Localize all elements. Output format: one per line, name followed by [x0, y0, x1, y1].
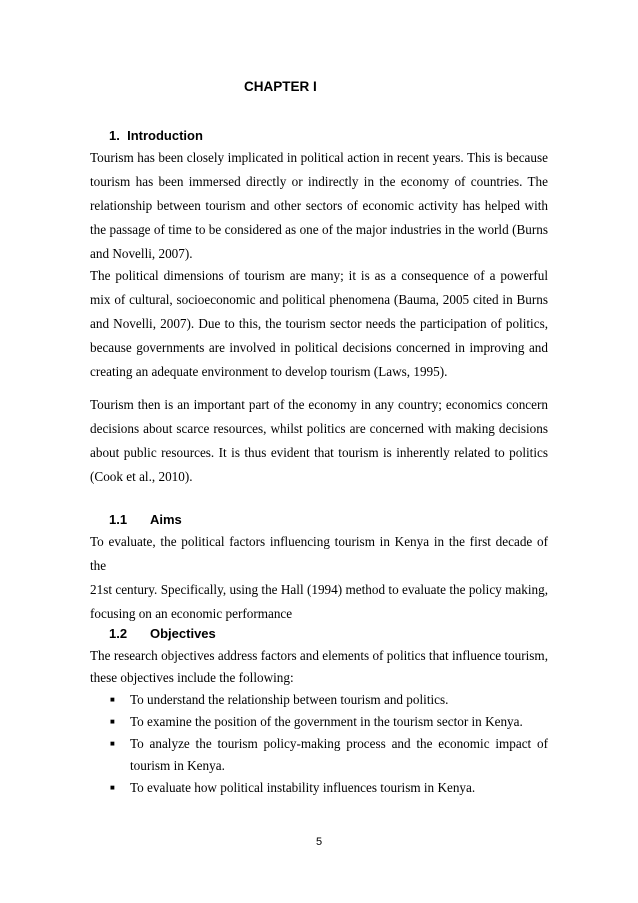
aims-line: To evaluate, the political factors influencing tourism in Kenya in the first decade of the	[90, 534, 548, 573]
intro-paragraph-1: Tourism has been closely implicated in political action in recent years. This is because tourism has been immersed directly or indirectly in the economy of countries. The relationship between tourism and other sectors of economic activity has helped with the passage of time to be considered as one of the major industries in the world (Burns and Novelli, 2007).	[90, 150, 548, 261]
list-item	[90, 689, 548, 711]
list-item-text: To evaluate how political instability influences tourism in Kenya.	[130, 780, 476, 795]
square-bullet-icon: ■	[110, 695, 115, 704]
chapter-title: CHAPTER I	[244, 79, 317, 94]
intro-paragraph-2: The political dimensions of tourism are many; it is as a consequence of a powerful mix of cultural, socioeconomic and political phenomena (Bauma, 2005 cited in Burns and Novelli, 2007). Due to this, the tourism sector needs the participation of politics, because governments are involved in political decisions concerned in improving and creating an adequate environment to develop tourism (Laws, 1995).	[90, 268, 548, 379]
list-item	[90, 733, 548, 777]
list-item-text: To analyze the tourism policy-making process and the economic impact of tourism in Kenya.	[130, 736, 548, 773]
aims-line: focusing on an economic performance	[90, 606, 293, 621]
aims-line: 21st century. Specifically, using the Hall (1994) method to evaluate the policy making,	[90, 582, 548, 597]
objectives-intro: The research objectives address factors and elements of politics that influence tourism, these objectives include the following:	[90, 648, 548, 685]
page-number: 5	[315, 836, 323, 848]
section-title: Introduction	[127, 128, 203, 143]
section-title: Objectives	[150, 626, 216, 641]
square-bullet-icon: ■	[110, 783, 115, 792]
list-item-text: To understand the relationship between tourism and politics.	[130, 692, 449, 707]
list-item	[90, 711, 548, 733]
section-number: 1.	[109, 128, 120, 143]
section-heading-introduction	[109, 128, 203, 143]
intro-paragraph-3: Tourism then is an important part of the economy in any country; economics concern decisions about scarce resources, whilst politics are concerned with making decisions about public resources. It is thus evident that tourism is inherently related to politics (Cook et al., 2010).	[90, 397, 548, 484]
square-bullet-icon: ■	[110, 717, 115, 726]
aims-paragraph	[90, 530, 548, 626]
list-item	[90, 777, 548, 799]
square-bullet-icon: ■	[110, 739, 115, 748]
objectives-list	[90, 689, 548, 799]
section-title: Aims	[150, 512, 182, 527]
section-number: 1.1	[109, 512, 128, 527]
list-item-text: To examine the position of the government in the tourism sector in Kenya.	[130, 714, 523, 729]
section-number: 1.2	[109, 626, 128, 641]
